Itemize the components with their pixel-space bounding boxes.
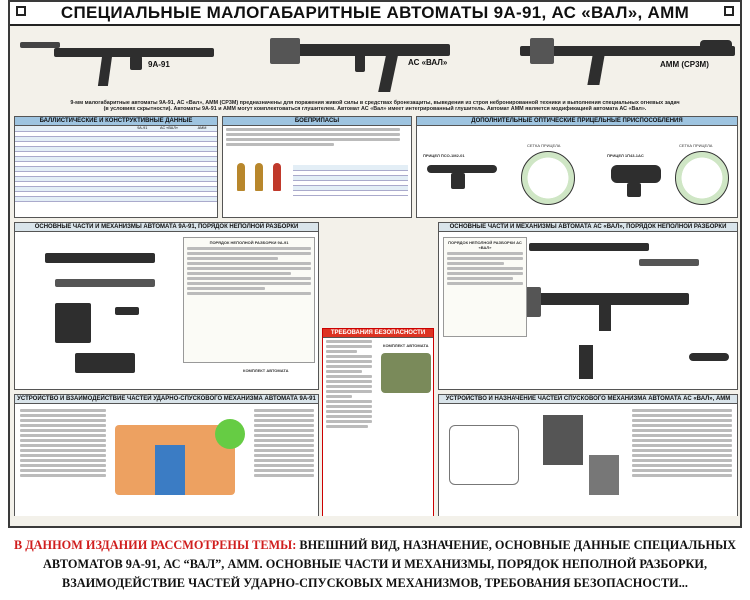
scope2-label: ПРИЦЕЛ 1П43-1АС bbox=[607, 153, 644, 158]
ammunition-header: БОЕПРИПАСЫ bbox=[223, 117, 411, 126]
topics-caption-highlight: В ДАННОМ ИЗДАНИИ РАССМОТРЕНЫ ТЕМЫ: bbox=[13, 538, 297, 552]
safety-panel bbox=[322, 328, 434, 528]
poster-footer bbox=[10, 516, 740, 526]
trigger-9a91-panel bbox=[14, 394, 319, 522]
order-val-title: ПОРЯДОК НЕПОЛНОЙ РАЗБОРКИ АС «ВАЛ» bbox=[448, 240, 522, 250]
poster-title-bar bbox=[10, 2, 740, 26]
order-9a91-title: ПОРЯДОК НЕПОЛНОЙ РАЗБОРКИ 9А-91 bbox=[209, 240, 289, 245]
table-header-val: АС «ВАЛ» bbox=[159, 126, 197, 132]
parts-9a91-header: ОСНОВНЫЕ ЧАСТИ И МЕХАНИЗМЫ АВТОМАТА 9А-91, ПОРЯДОК НЕПОЛНОЙ РАЗБОРКИ bbox=[15, 223, 318, 232]
corner-mark-right bbox=[724, 6, 734, 16]
poster-title: СПЕЦИАЛЬНЫЕ МАЛОГАБАРИТНЫЕ АВТОМАТЫ 9А-91, АС «ВАЛ», АММ bbox=[60, 3, 690, 22]
trigger-9a91-header: УСТРОЙСТВО И ВЗАИМОДЕЙСТВИЕ ЧАСТЕЙ УДАРНО-СПУСКОВОГО МЕХАНИЗМА АВТОМАТА 9А-91 bbox=[15, 395, 318, 404]
kit-val-label: КОМПЛЕКТ АВТОМАТА bbox=[383, 343, 429, 348]
weapons-row bbox=[10, 28, 740, 100]
grid2-label: СЕТКА ПРИЦЕЛА bbox=[679, 143, 713, 148]
trigger-val-panel bbox=[438, 394, 738, 522]
poster bbox=[8, 0, 742, 528]
safety-header: ТРЕБОВАНИЯ БЕЗОПАСНОСТИ bbox=[323, 329, 433, 338]
gun-label-amm: АММ (СР3М) bbox=[660, 60, 709, 69]
intro-text: 9-мм малогабаритные автоматы 9А-91, АС «Вал», АММ (СР3М) предназначены для поражения живой силы в средствах бронезащиты, выведения из строя небронированной техники и выполнения специальных огневых задач (в условиях скрытности). Автоматы 9А-91 и АММ могут комплектоваться глушителем. Автомат АС «Вал» имеет интегрированный глушитель. Автомат АММ является модификацией автомата АС «Вал». bbox=[70, 100, 680, 113]
grid1-label: СЕТКА ПРИЦЕЛА bbox=[527, 143, 561, 148]
gun-label-val: АС «ВАЛ» bbox=[408, 58, 448, 67]
table-header-amm: АММ bbox=[197, 126, 217, 132]
kit-bag-image bbox=[381, 353, 431, 393]
scope1-label: ПРИЦЕЛ ПСО-1М2-01 bbox=[423, 153, 465, 158]
topics-caption-text: ВНЕШНИЙ ВИД, НАЗНАЧЕНИЕ, ОСНОВНЫЕ ДАННЫЕ СПЕЦИАЛЬНЫХ АВТОМАТОВ 9А-91, АС “ВАЛ”, АММ. ОСНОВНЫЕ ЧАСТИ И МЕХАНИЗМЫ, ПОРЯДОК НЕПОЛНОЙ РАЗБОРКИ, ВЗАИМОДЕЙСТВИЕ ЧАСТЕЙ УДАРНО-СПУСКОВЫХ МЕХАНИЗМОВ, ТРЕБОВАНИЯ БЕЗОПАСНОСТИ... bbox=[42, 538, 737, 590]
scope2-reticle bbox=[675, 151, 729, 205]
ballistic-data-panel bbox=[14, 116, 218, 218]
ballistic-data-table bbox=[15, 126, 217, 202]
scope1-reticle bbox=[521, 151, 575, 205]
table-header-9a91: 9А-91 bbox=[136, 126, 159, 132]
ballistic-data-header: БАЛЛИСТИЧЕСКИЕ И КОНСТРУКТИВНЫЕ ДАННЫЕ bbox=[15, 117, 217, 126]
order-9a91-box bbox=[183, 237, 315, 363]
trigger-val-header: УСТРОЙСТВО И НАЗНАЧЕНИЕ ЧАСТЕЙ СПУСКОВОГО МЕХАНИЗМА АВТОМАТА АС «ВАЛ», АММ bbox=[439, 395, 737, 404]
order-val-box bbox=[443, 237, 527, 337]
parts-val-header: ОСНОВНЫЕ ЧАСТИ И МЕХАНИЗМЫ АВТОМАТА АС «ВАЛ», ПОРЯДОК НЕПОЛНОЙ РАЗБОРКИ bbox=[439, 223, 737, 232]
ammunition-panel bbox=[222, 116, 412, 218]
parts-9a91-panel bbox=[14, 222, 319, 390]
ammunition-table bbox=[293, 165, 408, 196]
optics-panel bbox=[416, 116, 738, 218]
parts-val-panel bbox=[438, 222, 738, 390]
topics-caption bbox=[0, 536, 750, 593]
optics-header: ДОПОЛНИТЕЛЬНЫЕ ОПТИЧЕСКИЕ ПРИЦЕЛЬНЫЕ ПРИСПОСОБЛЕНИЯ bbox=[417, 117, 737, 126]
gun-label-9a91: 9А-91 bbox=[148, 60, 170, 69]
corner-mark-left bbox=[16, 6, 26, 16]
kit-9a91-label: КОМПЛЕКТ АВТОМАТА bbox=[243, 368, 289, 373]
